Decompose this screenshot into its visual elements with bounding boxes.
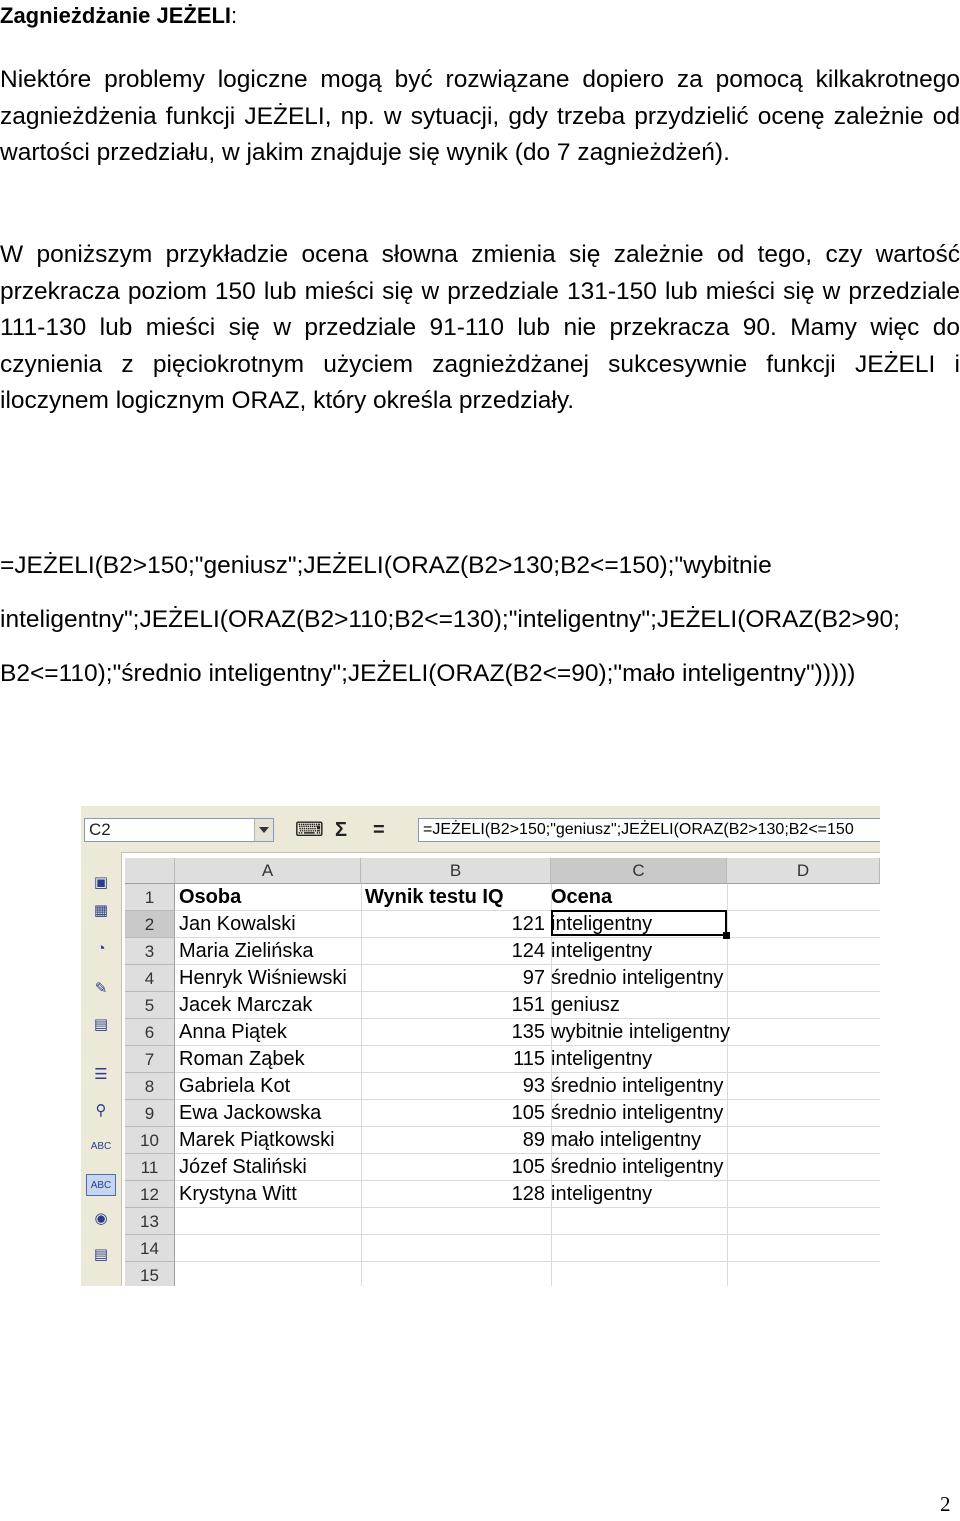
row-header[interactable]: 11: [125, 1154, 175, 1181]
cell-name[interactable]: Gabriela Kot: [179, 1075, 291, 1097]
row-header[interactable]: 8: [125, 1073, 175, 1100]
table-row: [175, 1073, 880, 1100]
page-title-text: Zagnieżdżanie JEŻELI: [0, 3, 232, 28]
cell-grade[interactable]: średnio inteligentny: [551, 1102, 724, 1124]
table-header-row: [175, 884, 880, 911]
select-all-corner[interactable]: [125, 858, 175, 884]
cell-grade[interactable]: inteligentny: [551, 913, 653, 935]
table-row: [175, 1154, 880, 1181]
zoom-icon[interactable]: ⚲: [95, 1102, 107, 1119]
formula-line: =JEŻELI(B2>150;"geniusz";JEŻELI(ORAZ(B2>130;B2<=150);"wybitnie: [0, 552, 772, 579]
side-toolbar: [81, 852, 122, 1286]
row-header[interactable]: 7: [125, 1046, 175, 1073]
page-title-colon: :: [231, 3, 238, 28]
paragraph-example: W poniższym przykładzie ocena słowna zmienia się zależnie od tego, czy wartość przekracza poziom 150 lub mieści się w przedziale 131-150 lub mieści się w przedziale 111-130 lub mieści się w przedziale 91-110 lub nie przekracza 90. Mamy więc do czynienia z pięciokrotnym użyciem zagnieżdżanej sukcesywnie funkcji JEŻELI i iloczynem logicznym ORAZ, który określa przedziały.: [0, 241, 960, 414]
cell-grade[interactable]: inteligentny: [551, 1048, 653, 1070]
table-row: [175, 1208, 880, 1235]
cell-name[interactable]: Maria Zielińska: [179, 940, 314, 962]
cell-name[interactable]: Anna Piątek: [179, 1021, 287, 1043]
table-row: [175, 1046, 880, 1073]
formula-line: inteligentny";JEŻELI(ORAZ(B2>110;B2<=130);"inteligentny";JEŻELI(ORAZ(B2>90;: [0, 606, 900, 633]
page-number: 2: [940, 1492, 951, 1516]
find-icon[interactable]: ◉: [94, 1210, 108, 1227]
cell-name[interactable]: Jacek Marczak: [179, 994, 313, 1016]
cell-iq[interactable]: 97: [522, 967, 545, 989]
cell-iq[interactable]: 121: [511, 913, 545, 935]
table-row: [175, 1181, 880, 1208]
table-row: [175, 965, 880, 992]
cell-name[interactable]: Ewa Jackowska: [179, 1102, 322, 1124]
cell-name[interactable]: Krystyna Witt: [179, 1183, 297, 1205]
spellcheck-icon[interactable]: ABC: [90, 1141, 112, 1152]
cell[interactable]: Osoba: [179, 886, 242, 908]
cell-grade[interactable]: średnio inteligentny: [551, 967, 724, 989]
formula-line: B2<=110);"średnio inteligentny";JEŻELI(ORAZ(B2<=90);"mało inteligentny"))))): [0, 660, 856, 687]
cell-iq[interactable]: 128: [511, 1183, 545, 1205]
table-row: [175, 938, 880, 965]
cell-iq[interactable]: 93: [522, 1075, 545, 1097]
column-header-a[interactable]: A: [175, 858, 361, 884]
cell-cursor: [551, 910, 727, 936]
table-row: [175, 1262, 880, 1286]
fill-handle[interactable]: [723, 932, 730, 939]
chart-icon[interactable]: ▣: [93, 874, 109, 891]
name-box-value: C2: [89, 820, 111, 839]
pen-icon[interactable]: ✎: [94, 980, 108, 997]
page-title: [0, 3, 237, 29]
cell-iq[interactable]: 135: [511, 1021, 545, 1043]
cell-name[interactable]: Roman Ząbek: [179, 1048, 305, 1070]
equals-icon[interactable]: =: [373, 819, 385, 841]
cell-grade[interactable]: mało inteligentny: [551, 1129, 702, 1151]
table-icon[interactable]: ▦: [93, 902, 109, 919]
column-header-d[interactable]: D: [727, 858, 880, 884]
cell-iq[interactable]: 105: [511, 1102, 545, 1124]
cell[interactable]: Wynik testu IQ: [365, 886, 504, 908]
row-header[interactable]: 12: [125, 1181, 175, 1208]
row-header[interactable]: 2: [125, 911, 175, 938]
row-header[interactable]: 4: [125, 965, 175, 992]
cell-grade[interactable]: inteligentny: [551, 940, 653, 962]
column-header-c[interactable]: C: [551, 858, 727, 884]
cell-name[interactable]: Józef Staliński: [179, 1156, 307, 1178]
row-header[interactable]: 3: [125, 938, 175, 965]
form-icon[interactable]: ▤: [93, 1016, 109, 1033]
paragraph-intro: Niektóre problemy logiczne mogą być rozwiązane dopiero za pomocą kilkakrotnego zagnieżdżenia funkcji JEŻELI, np. w sytuacji, gdy trzeba przydzielić ocenę zależnie od wartości przedziału, w jakim znajduje się wynik (do 7 zagnieżdżeń).: [0, 66, 960, 166]
cell-grade[interactable]: inteligentny: [551, 1183, 653, 1205]
formula-bar: [81, 806, 880, 853]
row-header[interactable]: 1: [125, 884, 175, 911]
row-header[interactable]: 6: [125, 1019, 175, 1046]
cell[interactable]: Ocena: [551, 886, 613, 908]
cell-iq[interactable]: 89: [522, 1129, 545, 1151]
name-box[interactable]: [84, 818, 274, 842]
function-wizard-icon[interactable]: ⌨: [295, 819, 324, 841]
row-header[interactable]: 15: [125, 1262, 175, 1286]
cell-iq[interactable]: 124: [511, 940, 545, 962]
cell-iq[interactable]: 105: [511, 1156, 545, 1178]
cell-name[interactable]: Marek Piątkowski: [179, 1129, 335, 1151]
cell-name[interactable]: Henryk Wiśniewski: [179, 967, 347, 989]
cell-name[interactable]: Jan Kowalski: [179, 913, 296, 935]
table-row: [175, 911, 880, 938]
table-row: [175, 1100, 880, 1127]
column-header-b[interactable]: B: [361, 858, 551, 884]
table-row: [175, 1127, 880, 1154]
table-row: [175, 1235, 880, 1262]
formula-input[interactable]: =JEŻELI(B2>150;"geniusz";JEŻELI(ORAZ(B2>130;B2<=150: [418, 818, 880, 842]
row-header[interactable]: 10: [125, 1127, 175, 1154]
datasource-icon[interactable]: ▤: [93, 1246, 109, 1263]
list-icon[interactable]: ☰: [94, 1066, 108, 1083]
autospell-icon[interactable]: ABC: [86, 1174, 116, 1196]
spreadsheet-screenshot: [81, 806, 880, 1286]
row-header[interactable]: 13: [125, 1208, 175, 1235]
cell-iq[interactable]: 115: [513, 1048, 545, 1070]
sum-icon[interactable]: Σ: [335, 819, 348, 841]
table-row: [175, 992, 880, 1019]
pie-chart-icon[interactable]: ◔: [96, 940, 106, 957]
row-header[interactable]: 5: [125, 992, 175, 1019]
cell-grade[interactable]: średnio inteligentny: [551, 1075, 724, 1097]
cell-grade[interactable]: geniusz: [551, 994, 620, 1016]
table-row: [175, 1019, 880, 1046]
row-header[interactable]: 9: [125, 1100, 175, 1127]
chevron-down-icon[interactable]: [254, 819, 273, 841]
cell-iq[interactable]: 151: [511, 994, 545, 1016]
cell-grade[interactable]: średnio inteligentny: [551, 1156, 724, 1178]
cell-grade[interactable]: wybitnie inteligentny: [551, 1021, 730, 1043]
row-header[interactable]: 14: [125, 1235, 175, 1262]
